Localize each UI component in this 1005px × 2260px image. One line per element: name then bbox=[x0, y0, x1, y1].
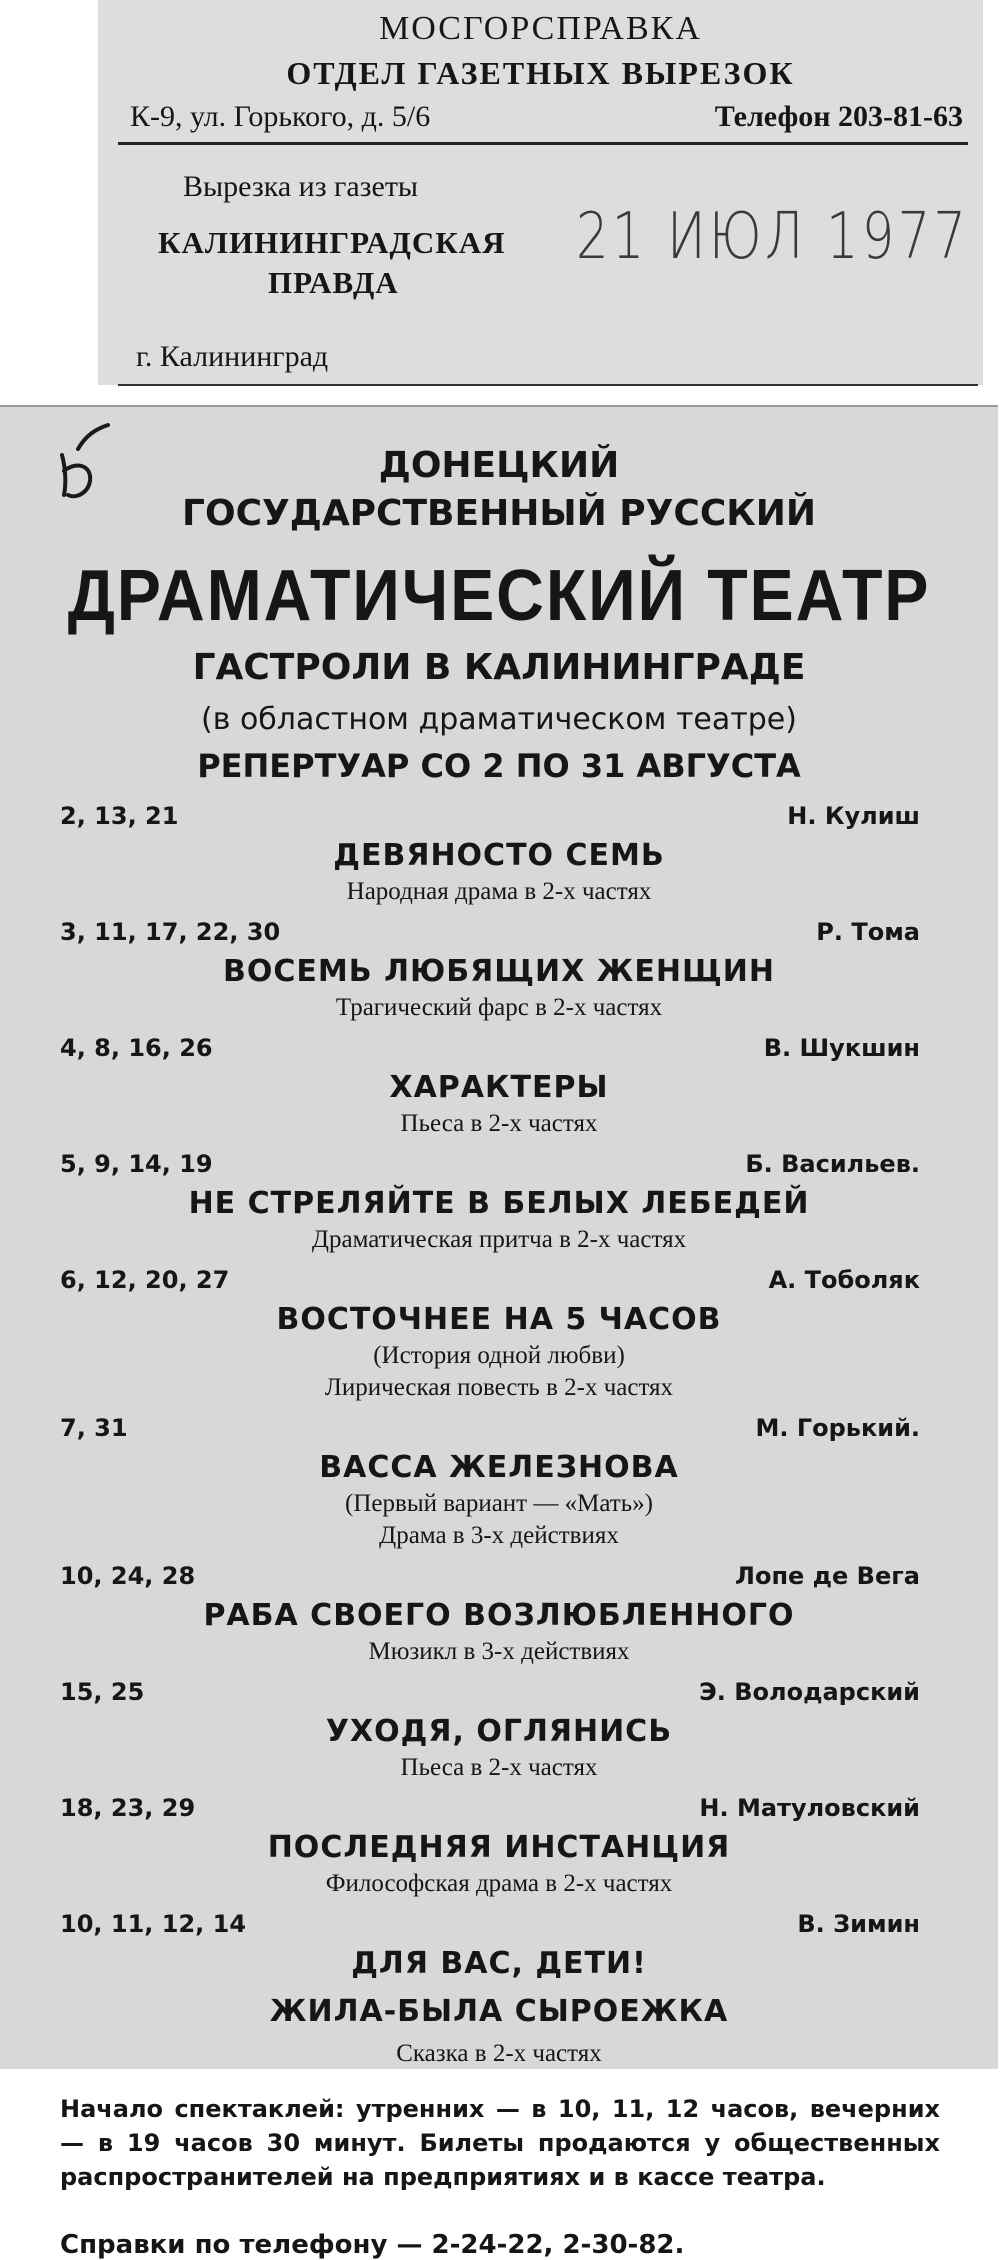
show-author: В. Шукшин bbox=[763, 1034, 920, 1062]
date-stamp: 21 ИЮЛ 1977 bbox=[576, 200, 970, 274]
show-title: ДЛЯ ВАС, ДЕТИ! bbox=[351, 1946, 647, 1981]
show-dates: 5, 9, 14, 19 bbox=[60, 1150, 213, 1178]
show-genre: Народная драма в 2-х частях bbox=[346, 878, 652, 905]
show-subtitle: ЖИЛА-БЫЛА СЫРОЕЖКА bbox=[269, 1994, 729, 2029]
header-divider bbox=[118, 142, 968, 145]
show-genre: Пьеса в 2-х частях bbox=[400, 1110, 598, 1137]
show-title: ДЕВЯНОСТО СЕМЬ bbox=[333, 838, 665, 873]
show-author: Р. Тома bbox=[816, 918, 920, 946]
poster-title-line1: ДОНЕЦКИЙ bbox=[378, 445, 620, 486]
show-title: ВАССА ЖЕЛЕЗНОВА bbox=[319, 1450, 679, 1485]
show-dates: 6, 12, 20, 27 bbox=[60, 1266, 230, 1294]
tour-heading: ГАСТРОЛИ В КАЛИНИНГРАДЕ bbox=[192, 647, 806, 688]
show-genre: (История одной любви) bbox=[373, 1342, 625, 1369]
show-author: Лопе де Вега bbox=[735, 1562, 920, 1590]
reference-phones: Справки по телефону — 2-24-22, 2-30-82. bbox=[60, 2230, 685, 2260]
show-author: Э. Володарский bbox=[699, 1678, 920, 1706]
repertoire-heading: РЕПЕРТУАР СО 2 ПО 31 АВГУСТА bbox=[197, 747, 801, 785]
show-dates: 4, 8, 16, 26 bbox=[60, 1034, 213, 1062]
poster-title-line2: ГОСУДАРСТВЕННЫЙ РУССКИЙ bbox=[182, 493, 816, 534]
show-title: ВОСТОЧНЕЕ НА 5 ЧАСОВ bbox=[276, 1302, 722, 1337]
show-genre: (Первый вариант — «Мать») bbox=[345, 1490, 653, 1517]
show-dates: 2, 13, 21 bbox=[60, 802, 179, 830]
show-dates: 15, 25 bbox=[60, 1678, 145, 1706]
show-genre: Философская драма в 2-х частях bbox=[325, 1870, 673, 1897]
venue-note: (в областном драматическом театре) bbox=[201, 702, 797, 737]
clipping-service-slip bbox=[98, 0, 983, 385]
slip-bottom-divider bbox=[118, 384, 978, 386]
newspaper-clipping bbox=[0, 405, 998, 2260]
show-author: Н. Матуловский bbox=[699, 1794, 920, 1822]
show-dates: 18, 23, 29 bbox=[60, 1794, 196, 1822]
department-name: ОТДЕЛ ГАЗЕТНЫХ ВЫРЕЗОК bbox=[286, 55, 795, 91]
service-address: К-9, ул. Горького, д. 5/6 bbox=[130, 100, 431, 133]
show-author: А. Тоболяк bbox=[768, 1266, 920, 1294]
newspaper-name-line1: КАЛИНИНГРАДСКАЯ bbox=[158, 225, 506, 260]
show-genre: Трагический фарс в 2-х частях bbox=[335, 994, 663, 1021]
clip-label: Вырезка из газеты bbox=[183, 170, 419, 203]
show-author: М. Горький. bbox=[755, 1414, 920, 1442]
show-dates: 3, 11, 17, 22, 30 bbox=[60, 918, 281, 946]
service-phone: Телефон 203-81-63 bbox=[714, 100, 963, 133]
show-title: ПОСЛЕДНЯЯ ИНСТАНЦИЯ bbox=[267, 1830, 731, 1865]
show-genre: Мюзикл в 3-х действиях bbox=[368, 1638, 630, 1665]
show-author: Н. Кулиш bbox=[787, 802, 920, 830]
show-genre: Сказка в 2-х частях bbox=[396, 2040, 602, 2067]
newspaper-name-line2: ПРАВДА bbox=[268, 265, 399, 300]
show-genre: Драма в 3-х действиях bbox=[379, 1522, 619, 1549]
show-dates: 7, 31 bbox=[60, 1414, 128, 1442]
show-title: РАБА СВОЕГО ВОЗЛЮБЛЕННОГО bbox=[203, 1598, 795, 1633]
show-title: ВОСЕМЬ ЛЮБЯЩИХ ЖЕНЩИН bbox=[223, 954, 775, 989]
show-title: УХОДЯ, ОГЛЯНИСЬ bbox=[325, 1714, 673, 1749]
theater-name: ДРАМАТИЧЕСКИЙ ТЕАТР bbox=[67, 556, 931, 636]
newspaper-city: г. Калининград bbox=[136, 340, 329, 373]
show-genre: Пьеса в 2-х частях bbox=[400, 1754, 598, 1781]
show-dates: 10, 11, 12, 14 bbox=[60, 1910, 247, 1938]
show-author: Б. Васильев. bbox=[745, 1150, 920, 1178]
show-genre: Лирическая повесть в 2-х частях bbox=[324, 1374, 674, 1401]
show-genre: Драматическая притча в 2-х частях bbox=[311, 1226, 687, 1253]
show-title: ХАРАКТЕРЫ bbox=[389, 1070, 609, 1105]
show-title: НЕ СТРЕЛЯЙТЕ В БЕЛЫХ ЛЕБЕДЕЙ bbox=[188, 1186, 810, 1221]
schedule-notice: Начало спектаклей: утренних — в 10, 11, 12 часов, вечерних — в 19 часов 30 минут. Билеты продаются у общественных распространителей на предприятиях и в кассе театра. bbox=[60, 2095, 940, 2191]
service-name: МОСГОРСПРАВКА bbox=[379, 10, 702, 47]
show-dates: 10, 24, 28 bbox=[60, 1562, 196, 1590]
show-author: В. Зимин bbox=[797, 1910, 920, 1938]
